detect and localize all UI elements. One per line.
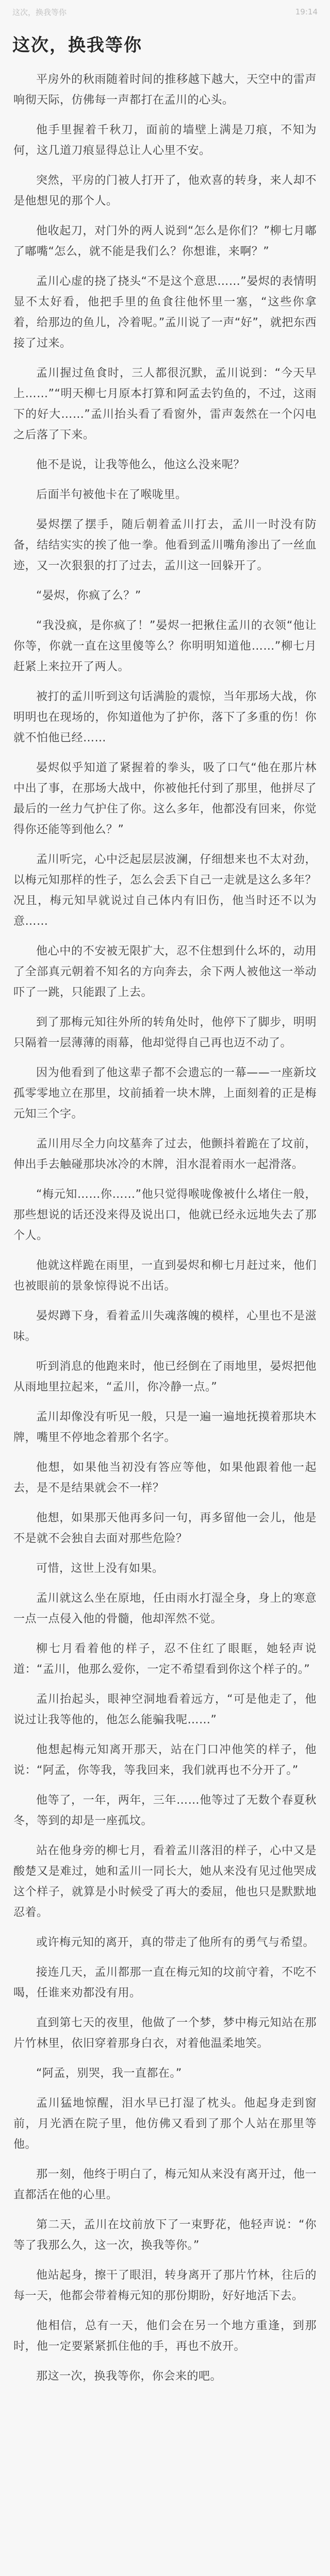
paragraph: 他想，如果那天他再多问一句，再多留他一会儿，他是不是就不会独自去面对那些危险？ <box>13 1512 317 1545</box>
paragraph: 孟川却像没有听见一般，只是一遍一遍地抚摸着那块木牌，嘴里不停地念着那个名字。 <box>13 1411 317 1444</box>
paragraph: 晏烬蹲下身，看着孟川失魂落魄的模样，心里也不是滋味。 <box>13 1310 317 1343</box>
paragraph: 孟川握过鱼食时，三人都很沉默，孟川说到：“今天早上……”“明天柳七月原本打算和阿孟去钓鱼的，不过，这雨下的好大……”孟川抬头看了看窗外，雷声轰然在一个闪电之后落了下来。 <box>13 367 317 442</box>
paragraph: 到了那梅元知往外所的转角处时，他停下了脚步，明明只隔着一层薄薄的雨幕，他却觉得自己再也迈不动了。 <box>13 1016 317 1049</box>
paragraph: 他就这样跪在雨里，一直到晏烬和柳七月赶过来，他们也被眼前的景象惊得说不出话。 <box>13 1259 317 1293</box>
paragraph: 晏烬似乎知道了紧握着的拳头，吸了口气“他在那片林中出了事，在那场大战中，你被他托付到了那里，他拼尽了最后的一丝力气护住了你。这么多年，他都没有回来，你觉得你还能等到他么？” <box>13 761 317 836</box>
paragraph: “阿孟，别哭，我一直都在。” <box>36 2067 182 2080</box>
paragraph: 他收起刀，对门外的两人说到“怎么是你们？”柳七月嘟了嘟嘴“怎么，就不能是我们么？你想谁，来啊？” <box>13 225 317 258</box>
paragraph: 或许梅元知的离开，真的带走了他所有的勇气与希望。 <box>36 1936 315 1949</box>
paragraph: 直到第七天的夜里，他做了一个梦，梦中梅元知站在那片竹林里，依旧穿着那身白衣，对着他温柔地笑。 <box>13 2016 317 2050</box>
paragraph: 他想起梅元知离开那天，站在门口冲他笑的样子，他说：“阿孟，你等我，等我回来，我们就再也不分开了。” <box>13 1743 317 1777</box>
chapter-content <box>0 70 330 2387</box>
paragraph: 因为他看到了他这辈子都不会遗忘的一幕——一座新坟孤零零地立在那里，坟前插着一块木牌，上面刻着的正是梅元知三个字。 <box>13 1066 317 1121</box>
paragraph: 孟川用尽全力向坟墓奔了过去，他颤抖着跪在了坟前，伸出手去触碰那块冰冷的木牌，泪水混着雨水一起滑落。 <box>13 1138 317 1171</box>
paragraph: 他等了，一年，两年，三年……他等过了无数个春夏秋冬，等到的却是一座孤坟。 <box>13 1794 317 1827</box>
paragraph: 晏烬摆了摆手，随后朝着孟川打去，孟川一时没有防备，结结实实的挨了他一拳。他看到孟川嘴角渗出了一丝血迹，又一次狠狠的打了过去，孟川这一回躲开了。 <box>13 518 317 572</box>
paragraph: “梅元知……你……”他只觉得喉咙像被什么堵住一般，那些想说的话还没来得及说出口，他就已经永远地失去了那个人。 <box>13 1188 317 1242</box>
paragraph: 站在他身旁的柳七月，看着孟川落泪的样子，心中又是酸楚又是难过，她和孟川一同长大，她从来没有见过他哭成这个样子，就算是小时候受了再大的委屈，他也只是默默地忍着。 <box>13 1844 317 1919</box>
reader-top-bar <box>0 0 330 24</box>
paragraph: 他不是说，让我等他么，他这么没来呢？ <box>36 459 245 471</box>
paragraph: 孟川心虚的挠了挠头“不是这个意思……”晏烬的表情明显不太好看，他把手里的鱼食往他怀里一塞，“这些你拿着，给那边的鱼儿，冷着呢。”孟川说了一声“好”，就把东西接了过来。 <box>13 275 317 350</box>
paragraph: 他想，如果他当初没有答应等他，如果他跟着他一起去，是不是结果就会不一样？ <box>13 1461 317 1495</box>
paragraph: 第二天，孟川在坟前放下了一束野花，他轻声说：“你等了我那么久，这一次，换我等你。” <box>13 2218 317 2252</box>
paragraph: 孟川听完，心中泛起层层波澜，仔细想来也不太对劲，以梅元知那样的性子，怎么会丢下自己一走就是这么多年？况且，梅元知早就说过自己体内有旧伤，他当时还不以为意…… <box>13 853 317 928</box>
paragraph: 他心中的不安被无限扩大，忍不住想到什么坏的，动用了全部真元朝着不知名的方向奔去，余下两人被他这一举动吓了一跳，只能跟了上去。 <box>13 945 317 999</box>
paragraph: 后面半句被他卡在了喉咙里。 <box>36 488 187 501</box>
paragraph: 他相信，总有一天，他们会在另一个地方重逢，到那时，他一定要紧紧抓住他的手，再也不放开。 <box>13 2319 317 2353</box>
paragraph: 接连几天，孟川都那一直在梅元知的坟前守着，不吃不喝，任谁来劝都没有用。 <box>13 1966 317 1999</box>
paragraph: 那一刻，他终于明白了，梅元知从来没有离开过，他一直都活在他的心里。 <box>13 2168 317 2201</box>
paragraph: 被打的孟川听到这句话满脸的震惊，当年那场大战，你明明也在现场的，你知道他为了护你，落下了多重的伤！你就不怕他已经…… <box>13 690 317 744</box>
paragraph: 他站起身，擦干了眼泪，转身离开了那片竹林，往后的每一天，他都会带着梅元知的那份期盼，好好地活下去。 <box>13 2269 317 2302</box>
paragraph: 他手里握着千秋刀，面前的墙壁上满是刀痕，不知为何，这几道刀痕显得总让人心里不安。 <box>13 124 317 157</box>
paragraph: 突然，平房的门被人打开了，他欢喜的转身，来人却不是他想见的那个人。 <box>13 174 317 208</box>
clock: 19:14 <box>295 7 318 16</box>
paragraph: 孟川就这么坐在原地，任由雨水打湿全身，身上的寒意一点一点侵入他的骨髓，他却浑然不觉。 <box>13 1592 317 1625</box>
book-info <box>12 7 67 18</box>
paragraph: “我没疯，是你疯了！”晏烬一把揪住孟川的衣领“他让你等，你就一直在这里傻等么？你明明知道他……”柳七月赶紧上来拉开了两人。 <box>13 619 317 673</box>
paragraph: 孟川抬起头，眼神空洞地看着远方，“可是他走了，他说过让我等他的，他怎么能骗我呢……” <box>13 1693 317 1726</box>
paragraph: 柳七月看着他的样子，忍不住红了眼眶，她轻声说道：“孟川，他那么爱你，一定不希望看到你这个样子的。” <box>13 1642 317 1676</box>
paragraph: 听到消息的他跑来时，他已经倒在了雨地里，晏烬把他从雨地里拉起来，“孟川，你冷静一点。” <box>13 1360 317 1394</box>
paragraph: 那这一次，换我等你，你会来的吧。 <box>36 2370 222 2383</box>
paragraph: “晏烬，你疯了么？” <box>36 589 141 602</box>
paragraph: 平房外的秋雨随着时间的推移越下越大，天空中的雷声响彻天际，仿佛每一声都打在孟川的心头。 <box>13 73 317 107</box>
paragraph: 可惜，这世上没有如果。 <box>36 1562 164 1575</box>
paragraph: 孟川猛地惊醒，泪水早已打湿了枕头。他起身走到窗前，月光洒在院子里，他仿佛又看到了那个人站在那里等他。 <box>13 2097 317 2151</box>
book-label: 这次，换我等你 <box>12 7 67 17</box>
chapter-title: 这次，换我等你 <box>12 35 142 56</box>
